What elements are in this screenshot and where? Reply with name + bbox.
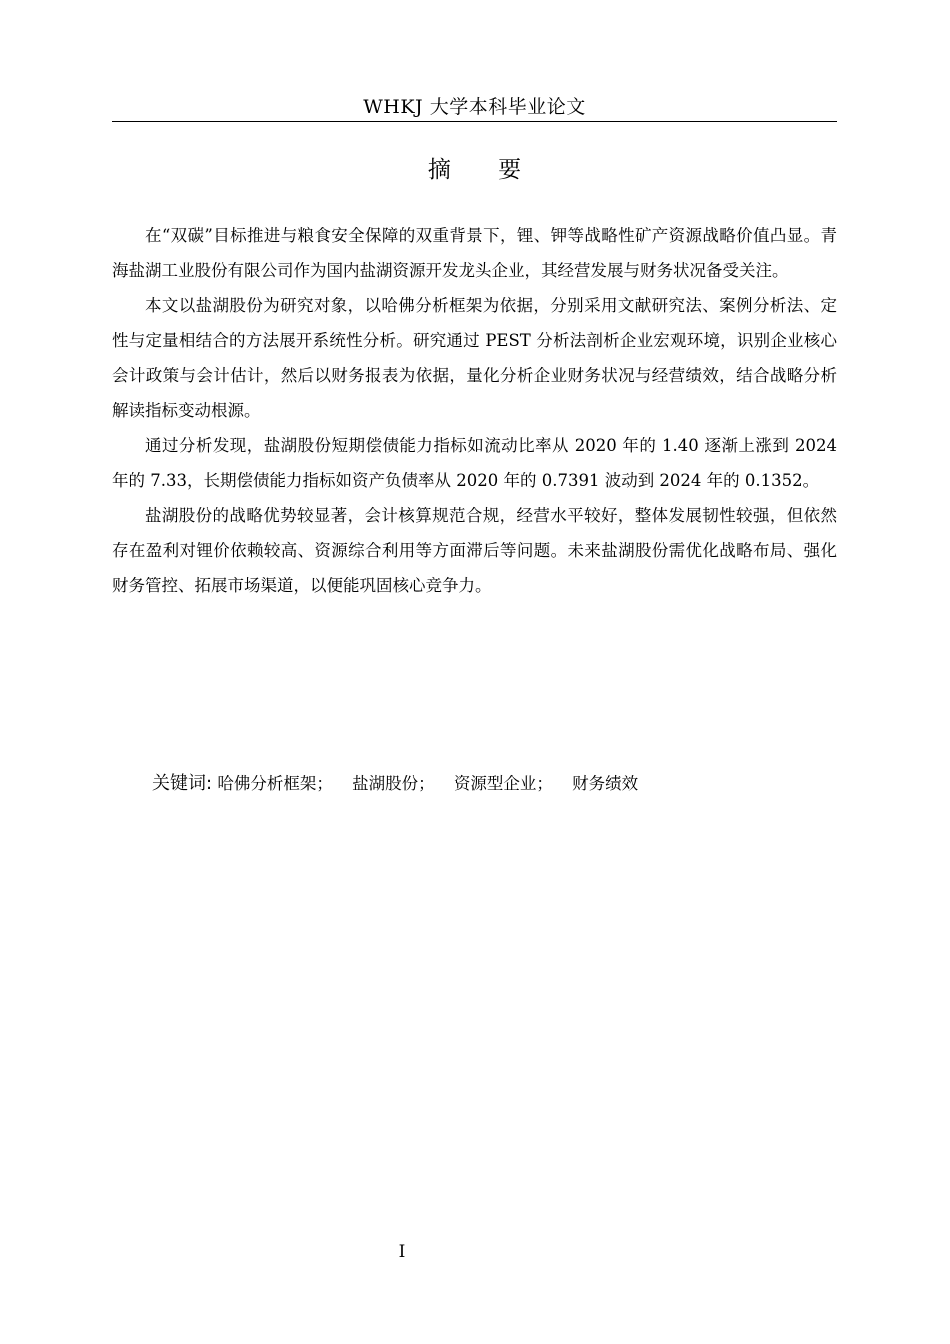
abstract-body	[112, 218, 837, 603]
keyword-item: 哈佛分析框架；	[217, 774, 333, 793]
page-header	[112, 94, 837, 122]
keywords-line	[152, 766, 837, 801]
header-text: WHKJ 大学本科毕业论文	[363, 96, 586, 118]
keyword-item: 财务绩效	[572, 774, 639, 793]
abstract-paragraph-3: 通过分析发现，盐湖股份短期偿债能力指标如流动比率从 2020 年的 1.40 逐渐上涨到 2024 年的 7.33，长期偿债能力指标如资产负债率从 2020 年的 0.7391 波动到 2024 年的 0.1352。	[112, 436, 837, 490]
page-number: I	[398, 1242, 406, 1262]
page-title: 摘 要	[427, 157, 542, 183]
keywords-label: 关键词:	[152, 773, 213, 794]
abstract-paragraph-2: 本文以盐湖股份为研究对象，以哈佛分析框架为依据，分别采用文献研究法、案例分析法、定性与定量相结合的方法展开系统性分析。研究通过 PEST 分析法剖析企业宏观环境，识别企业核心会计政策与会计估计，然后以财务报表为依据，量化分析企业财务状况与经营绩效，结合战略分析解读指标变动根源。	[112, 296, 837, 420]
keyword-item: 资源型企业；	[453, 774, 553, 793]
keyword-item: 盐湖股份；	[352, 774, 435, 793]
abstract-paragraph-4: 盐湖股份的战略优势较显著，会计核算规范合规，经营水平较好，整体发展韧性较强，但依然存在盈利对锂价依赖较高、资源综合利用等方面滞后等问题。未来盐湖股份需优化战略布局、强化财务管控、拓展市场渠道，以便能巩固核心竞争力。	[112, 506, 837, 595]
abstract-paragraph-1: 在“双碳”目标推进与粮食安全保障的双重背景下，锂、钾等战略性矿产资源战略价值凸显。青海盐湖工业股份有限公司作为国内盐湖资源开发龙头企业，其经营发展与财务状况备受关注。	[112, 226, 837, 280]
